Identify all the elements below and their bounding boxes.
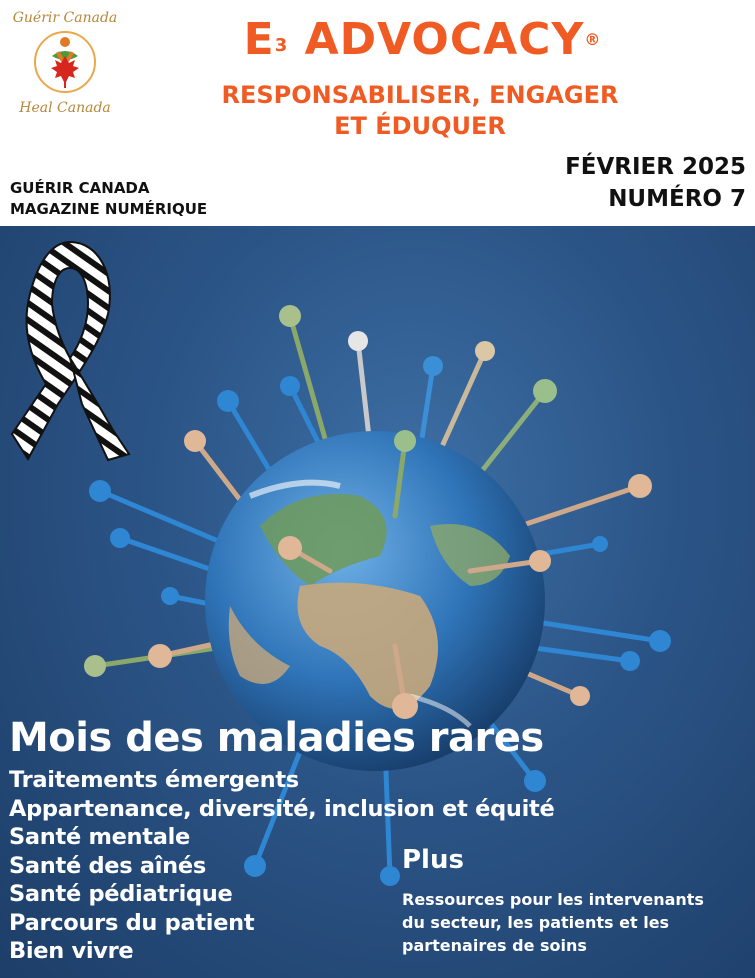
cover-image — [0, 226, 755, 978]
list-item: Santé mentale — [9, 824, 190, 850]
tagline — [195, 80, 645, 142]
publication-line-1: GUÉRIR CANADA — [10, 179, 150, 197]
maple-leaf-figure-icon — [32, 26, 98, 98]
issue-date: FÉVRIER 2025 — [565, 154, 746, 180]
list-item: Traitements émergents — [9, 767, 299, 793]
registered-mark: ® — [584, 30, 602, 49]
zebra-ribbon-icon — [8, 234, 133, 462]
plus-description — [402, 888, 747, 957]
tagline-line-1: RESPONSABILISER, ENGAGER — [221, 81, 619, 109]
issue-number: NUMÉRO 7 — [608, 186, 746, 212]
cover-headline: Mois des maladies rares — [9, 715, 544, 761]
tagline-line-2: ET ÉDUQUER — [334, 112, 506, 140]
plus-line: du secteur, les patients et les — [402, 913, 670, 932]
plus-line: partenaires de soins — [402, 936, 587, 955]
publication-line-2: MAGAZINE NUMÉRIQUE — [10, 200, 208, 218]
masthead — [0, 0, 755, 226]
list-item: Parcours du patient — [9, 909, 255, 936]
heal-canada-logo — [10, 8, 120, 120]
logo-top-text: Guérir Canada — [12, 10, 118, 26]
publication-label — [10, 178, 207, 220]
list-item: Bien vivre — [9, 938, 134, 964]
plus-line: Ressources pour les intervenants — [402, 890, 704, 909]
list-item: Appartenance, diversité, inclusion et équité — [9, 795, 555, 822]
magazine-title: $E^3$ ADVOCACY® — [243, 14, 602, 65]
list-item: Santé des aînés — [9, 852, 206, 879]
issue-info — [565, 151, 746, 215]
logo-bottom-text: Heal Canada — [19, 100, 111, 116]
list-item: Santé pédiatrique — [9, 881, 233, 907]
plus-heading: Plus — [402, 845, 464, 875]
title-superscript: 3 — [274, 35, 289, 56]
